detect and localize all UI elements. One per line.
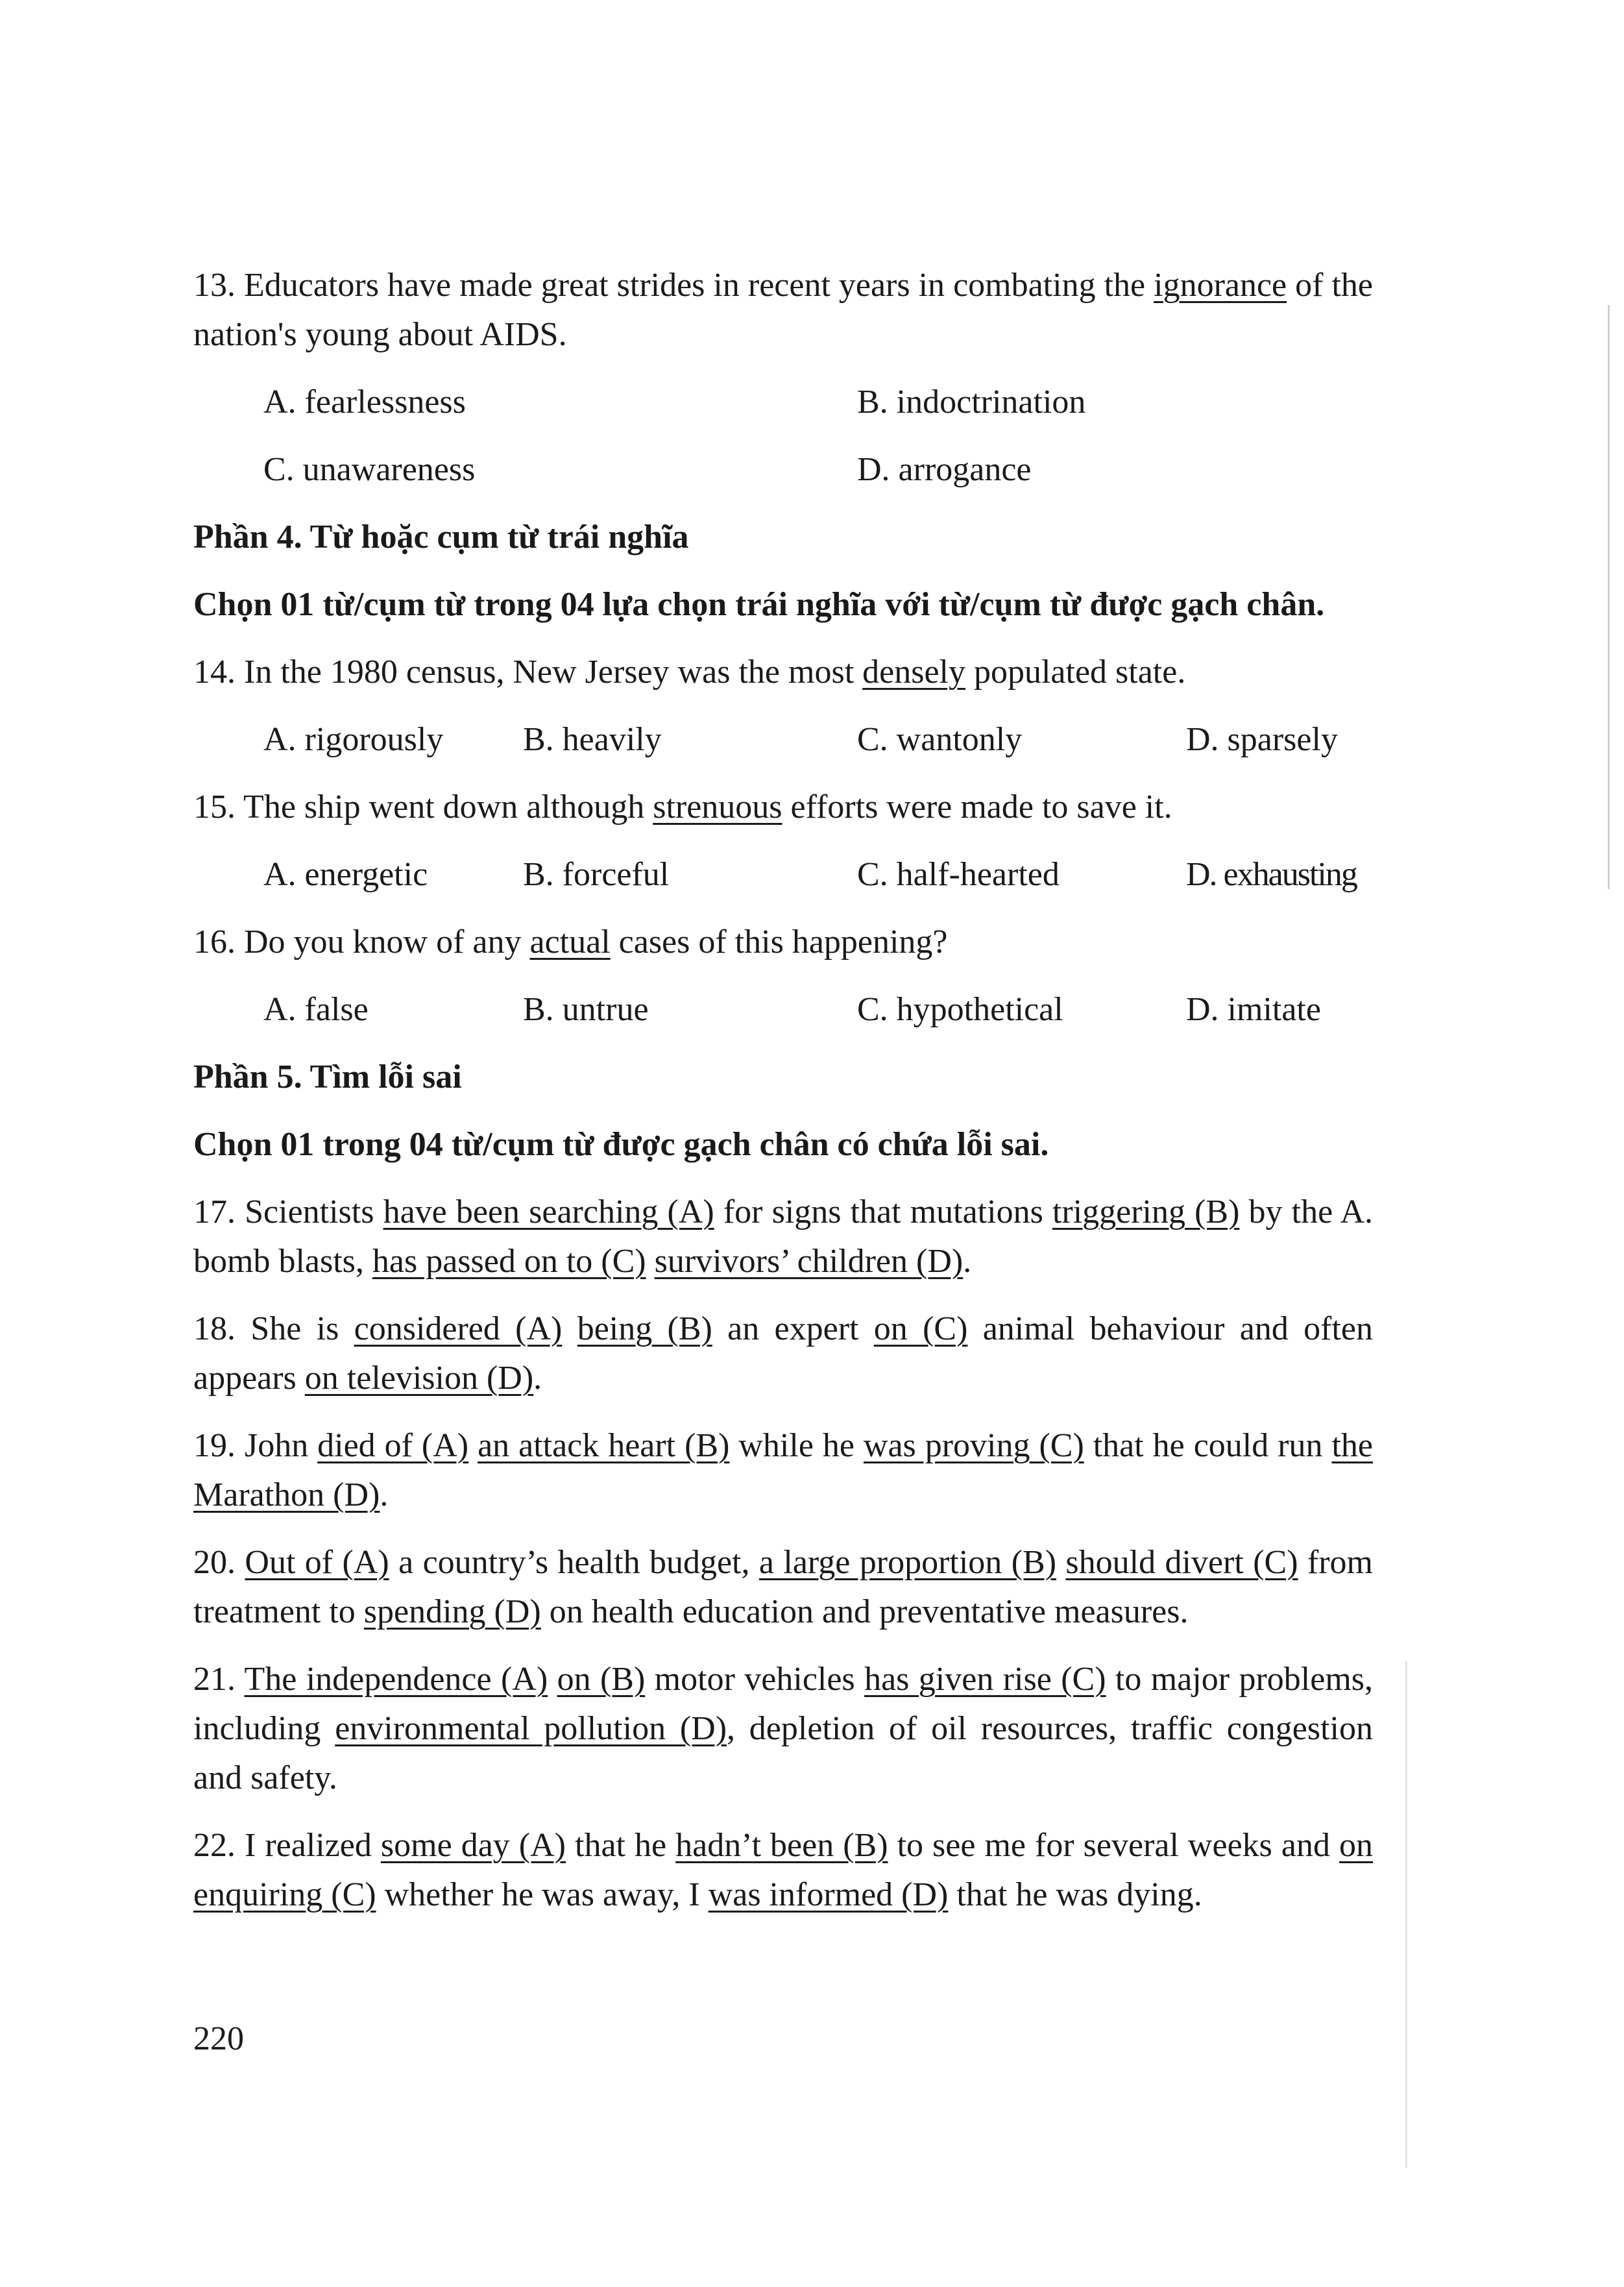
question-16-options [193, 985, 1373, 1034]
option-c: C. unawareness [263, 451, 476, 488]
underlined-phrase-c: on enquiring (C) [193, 1827, 1374, 1913]
underlined-phrase-b: being (B) [577, 1310, 712, 1347]
page-number: 220 [193, 2020, 244, 2057]
option-c: C. half-hearted [857, 856, 1060, 893]
underlined-phrase-a: The independence (A) [244, 1661, 548, 1698]
underlined-phrase-b: a large proportion (B) [758, 1544, 1057, 1581]
underlined-phrase-b: an attack heart (B) [478, 1427, 730, 1464]
underlined-phrase-d: spending (D) [363, 1593, 541, 1630]
underlined-phrase-d: on television (D) [304, 1360, 534, 1397]
underlined-phrase-d: environmental pollution (D) [335, 1710, 727, 1747]
question-22: 22. I realized some day (A) that he hadn’t been (B) to see me for several weeks and on enquiring (C) whether he was away, I was informed (D) that he was dying. [193, 1827, 1374, 1913]
option-a: A. false [263, 991, 369, 1028]
underlined-phrase-c: has given rise (C) [864, 1661, 1106, 1698]
question-16: 16. Do you know of any actual cases of this happening? [193, 923, 948, 960]
underlined-phrase-a: considered (A) [354, 1310, 563, 1347]
underlined-word: actual [529, 923, 611, 960]
question-15: 15. The ship went down although strenuous efforts were made to save it. [193, 789, 1172, 826]
option-d: D. arrogance [857, 451, 1032, 488]
option-d: D. sparsely [1186, 721, 1338, 758]
underlined-phrase-b: on (B) [557, 1661, 646, 1698]
question-13-options [193, 378, 1373, 495]
underlined-phrase-b: hadn’t been (B) [675, 1827, 888, 1864]
option-d: D. exhausting [1186, 856, 1357, 893]
question-15-options [193, 850, 1373, 899]
question-18: 18. She is considered (A) being (B) an expert on (C) animal behaviour and often appears on television (D). [193, 1310, 1374, 1397]
section-4-instruction: Chọn 01 từ/cụm từ trong 04 lựa chọn trái nghĩa với từ/cụm từ được gạch chân. [193, 586, 1325, 623]
underlined-phrase-c: should divert (C) [1065, 1544, 1298, 1581]
underlined-phrase-c: has passed on to (C) [372, 1243, 646, 1280]
option-b: B. heavily [523, 721, 662, 758]
section-5-instruction: Chọn 01 trong 04 từ/cụm từ được gạch chân có chứa lỗi sai. [193, 1126, 1049, 1163]
question-19: 19. John died of (A) an attack heart (B) while he was proving (C) that he could run the Marathon (D). [193, 1427, 1374, 1513]
scan-edge-mark [1405, 1661, 1407, 2168]
question-14: 14. In the 1980 census, New Jersey was the most densely populated state. [193, 654, 1186, 691]
underlined-phrase-a: died of (A) [317, 1427, 469, 1464]
underlined-word: strenuous [653, 789, 782, 826]
question-13: 13. Educators have made great strides in recent years in combating the ignorance of the nation's young about AIDS. [193, 267, 1373, 353]
option-c: C. hypothetical [857, 991, 1063, 1028]
section-5-title: Phần 5. Tìm lỗi sai [193, 1058, 462, 1095]
option-a: A. energetic [263, 856, 428, 893]
underlined-phrase-a: some day (A) [380, 1827, 566, 1864]
option-c: C. wantonly [857, 721, 1023, 758]
underlined-word: densely [862, 654, 965, 691]
underlined-phrase-a: have been searching (A) [383, 1193, 714, 1230]
option-b: B. indoctrination [857, 384, 1086, 421]
question-20: 20. Out of (A) a country’s health budget, a large proportion (B) should divert (C) from treatment to spending (D) on health education and preventative measures. [193, 1544, 1373, 1630]
question-17: 17. Scientists have been searching (A) for signs that mutations triggering (B) by the A. bomb blasts, has passed on to (C) survivors’ children (D). [193, 1193, 1374, 1280]
option-b: B. untrue [523, 991, 649, 1028]
underlined-phrase-d: was informed (D) [708, 1876, 949, 1913]
underlined-phrase-d: survivors’ children (D) [654, 1243, 963, 1280]
underlined-phrase-c: on (C) [873, 1310, 968, 1347]
option-a: A. rigorously [263, 721, 444, 758]
underlined-phrase-c: was proving (C) [863, 1427, 1084, 1464]
option-a: A. fearlessness [263, 384, 466, 421]
option-b: B. forceful [523, 856, 670, 893]
page-content [193, 261, 1373, 1938]
underlined-phrase-b: triggering (B) [1052, 1193, 1240, 1230]
underlined-phrase-d: the Marathon (D) [193, 1427, 1374, 1513]
option-d: D. imitate [1186, 991, 1321, 1028]
section-4-title: Phần 4. Từ hoặc cụm từ trái nghĩa [193, 519, 689, 556]
question-14-options [193, 715, 1373, 764]
underlined-phrase-a: Out of (A) [245, 1544, 389, 1581]
underlined-word: ignorance [1154, 267, 1287, 304]
scan-edge-mark [1608, 305, 1610, 889]
question-21: 21. The independence (A) on (B) motor vehicles has given rise (C) to major problems, including environmental pollution (D), depletion of oil resources, traffic congestion and safety. [193, 1661, 1373, 1796]
